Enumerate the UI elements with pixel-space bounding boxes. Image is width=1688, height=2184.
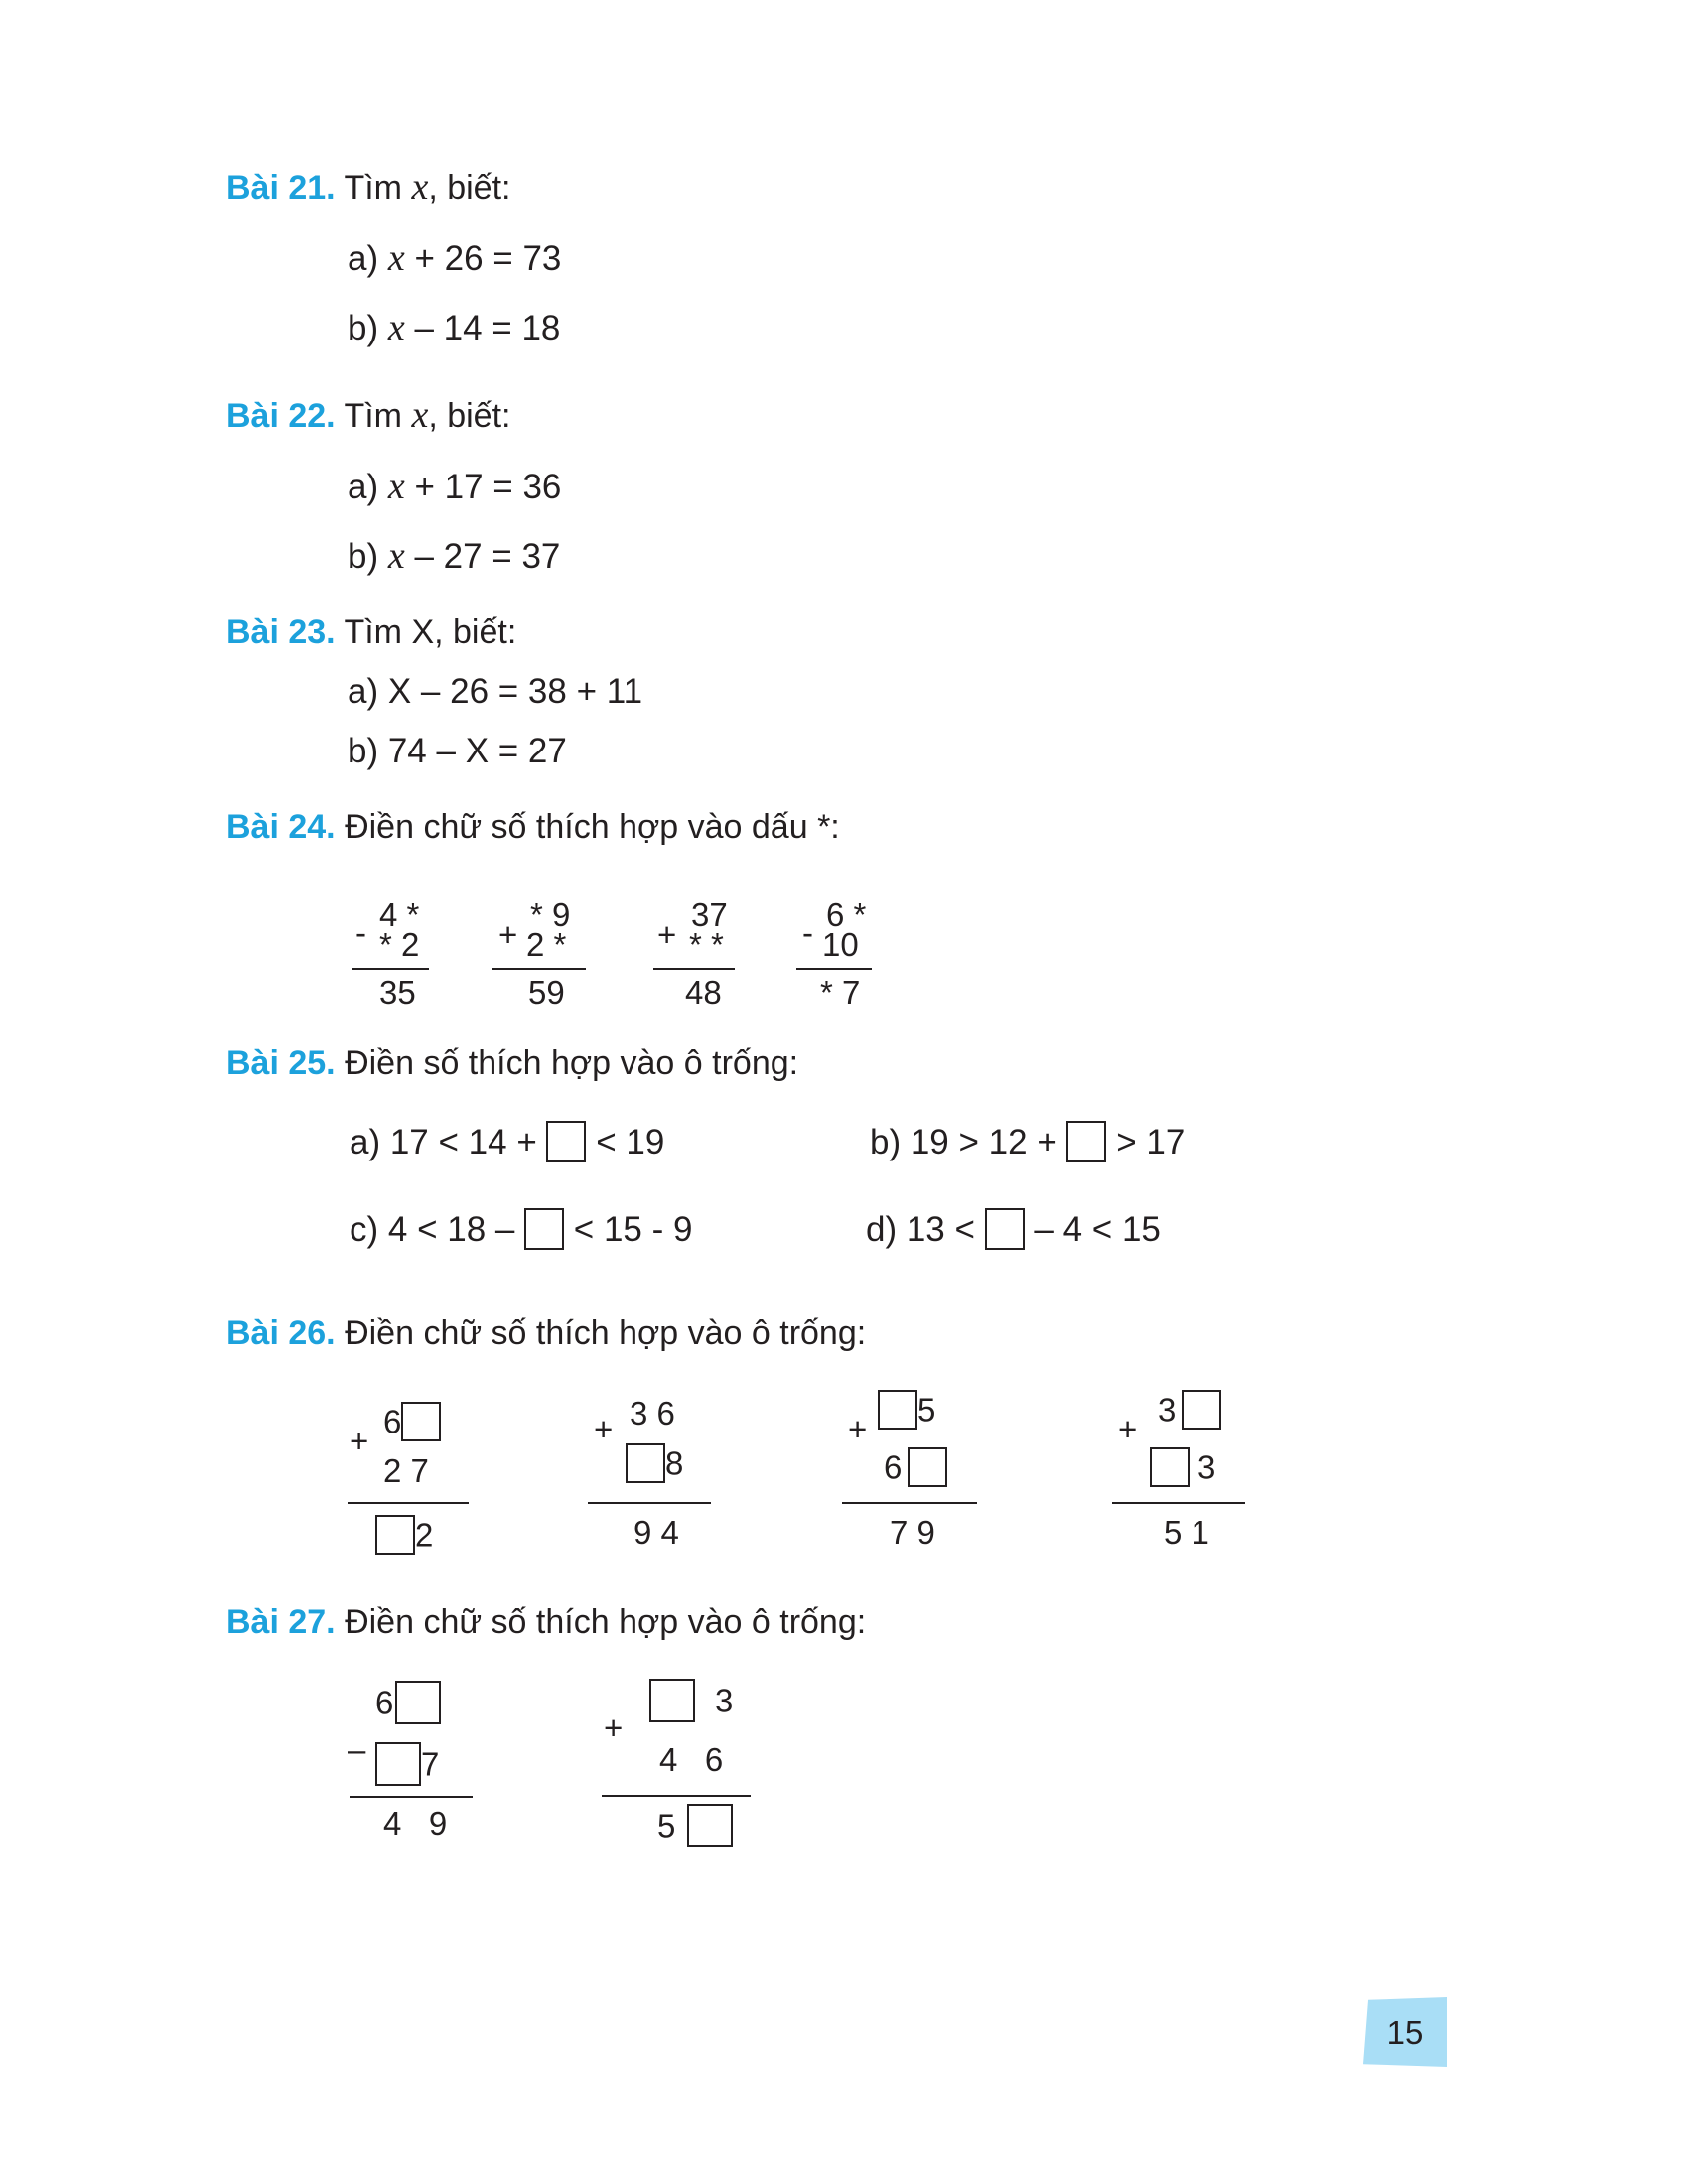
bai23-title: Tìm X, biết: (335, 614, 517, 651)
bai25-d-post: – 4 < 15 (1024, 1210, 1161, 1249)
bai26-op2-bottom-row (626, 1446, 683, 1486)
bai22-b-pre: b) (348, 537, 388, 576)
bai25-d-blank-box[interactable] (985, 1208, 1025, 1250)
bai26-op3-sign: + (848, 1411, 868, 1447)
bai25-c-blank-box[interactable] (524, 1208, 564, 1250)
bai26-op1-top-row (383, 1405, 441, 1444)
bai27-op2-bar (602, 1795, 751, 1797)
bai27-op1-top-blank-box[interactable] (395, 1681, 441, 1724)
bai27-op1-top: 6 (375, 1684, 394, 1721)
bai25-b-post: > 17 (1106, 1123, 1186, 1161)
bai25-heading (226, 1043, 798, 1083)
bai27-op2-top-blank-box[interactable] (649, 1679, 695, 1722)
bai27-op2-top-row (649, 1682, 733, 1725)
bai26-op2-bottom-blank-box[interactable] (626, 1443, 665, 1483)
bai24-label: Bài 24. (226, 808, 336, 846)
bai25-item-c (350, 1209, 692, 1253)
bai27-op2-result-row (657, 1807, 733, 1850)
page-number: 15 (1386, 2014, 1424, 2051)
bai25-item-a (350, 1122, 664, 1165)
bai26-op1-bar (348, 1502, 469, 1504)
bai26-op3-top-row (878, 1393, 935, 1433)
bai23-item-b: b) 74 – X = 27 (348, 732, 567, 770)
bai25-a-pre: a) 17 < 14 + (350, 1123, 547, 1161)
bai26-op3-top-digit: 5 (917, 1391, 936, 1429)
bai24-op4-top: 6 * (826, 896, 867, 933)
bai22-b-var: x (387, 535, 405, 577)
bai24-op3-top: 37 (691, 896, 728, 933)
bai26-op1-result-blank-box[interactable] (375, 1515, 415, 1555)
bai26-op2-result: 9 4 (633, 1514, 679, 1551)
bai22-title-post: , biết: (428, 397, 511, 435)
bai27-op1-bottom-row (375, 1745, 439, 1789)
bai21-a-var: x (387, 237, 405, 279)
bai25-title: Điền số thích hợp vào ô trống: (335, 1044, 799, 1082)
bai26-op4-bottom-row (1150, 1450, 1215, 1490)
bai26-op4-bar (1112, 1502, 1245, 1504)
bai22-b-post: – 27 = 37 (404, 537, 561, 576)
bai26-op4-result: 5 1 (1164, 1514, 1209, 1551)
bai26-label: Bài 26. (226, 1314, 336, 1352)
bai25-b-pre: b) 19 > 12 + (870, 1123, 1067, 1161)
bai27-op1-bar (350, 1796, 473, 1798)
bai24-op1-bar (352, 968, 429, 970)
bai21-b-post: – 14 = 18 (404, 309, 561, 347)
bai27-op2-result-blank-box[interactable] (687, 1804, 733, 1847)
bai26-op1-result-digit: 2 (415, 1516, 434, 1554)
bai22-a-pre: a) (348, 468, 388, 506)
bai27-heading (226, 1602, 866, 1642)
bai22-var: x (411, 394, 429, 436)
bai21-title-pre: Tìm (335, 169, 412, 206)
bai27-op2-top-digit: 3 (715, 1682, 734, 1719)
bai26-op1-sign: + (350, 1423, 369, 1459)
bai25-d-pre: d) 13 < (866, 1210, 985, 1249)
bai27-op1-sign: – (348, 1731, 366, 1768)
bai21-b-pre: b) (348, 309, 388, 347)
bai22-title-pre: Tìm (335, 397, 412, 435)
bai26-heading (226, 1313, 866, 1353)
bai27-op2-result: 5 (657, 1807, 676, 1844)
bai24-op1-top: 4 * (379, 896, 420, 933)
bai27-op2-bottom: 4 6 (659, 1741, 724, 1778)
bai25-a-blank-box[interactable] (546, 1121, 586, 1162)
bai26-op3-top-blank-box[interactable] (878, 1390, 917, 1430)
bai26-op3-bar (842, 1502, 977, 1504)
bai26-op1-result-row (375, 1518, 433, 1558)
bai26-op4-top-blank-box[interactable] (1182, 1390, 1221, 1430)
bai22-a-post: + 17 = 36 (404, 468, 562, 506)
bai23-item-a: a) X – 26 = 38 + 11 (348, 672, 643, 711)
bai25-label: Bài 25. (226, 1044, 336, 1082)
bai26-op4-bottom-blank-box[interactable] (1150, 1447, 1190, 1487)
bai24-op2-sign: + (498, 916, 518, 953)
bai26-op2-sign: + (594, 1411, 614, 1447)
bai26-op3-bottom-blank-box[interactable] (908, 1447, 947, 1487)
bai24-op2-result: 59 (528, 974, 565, 1011)
bai24-op4-bottom: 10 (822, 926, 859, 963)
bai25-item-d (866, 1209, 1161, 1253)
bai26-op1-bottom: 2 7 (383, 1452, 429, 1489)
bai26-op3-bottom: 6 (884, 1448, 903, 1486)
bai21-var: x (411, 166, 429, 207)
bai24-heading (226, 807, 840, 847)
bai22-a-var: x (387, 466, 405, 507)
bai21-label: Bài 21. (226, 169, 336, 206)
bai25-c-post: < 15 - 9 (564, 1210, 693, 1249)
bai24-op3-bottom: * * (689, 926, 724, 963)
bai26-op4-bottom-digit: 3 (1197, 1448, 1216, 1486)
bai25-b-blank-box[interactable] (1066, 1121, 1106, 1162)
bai26-op3-result: 7 9 (890, 1514, 935, 1551)
bai26-title: Điền chữ số thích hợp vào ô trống: (335, 1314, 867, 1352)
bai26-op4-top-row (1158, 1393, 1221, 1433)
bai21-item-a (348, 237, 561, 280)
bai27-op2-sign: + (604, 1709, 624, 1746)
bai24-op2-top: * 9 (530, 896, 571, 933)
bai21-a-post: + 26 = 73 (404, 239, 562, 278)
bai24-op1-bottom: * 2 (379, 926, 420, 963)
bai24-op3-result: 48 (685, 974, 722, 1011)
bai26-op3-bottom-row (884, 1450, 947, 1490)
bai26-op2-top: 3 6 (630, 1395, 675, 1432)
bai24-op4-sign: - (802, 914, 813, 951)
bai26-op2-bar (588, 1502, 711, 1504)
bai26-op1-top-blank-box[interactable] (401, 1402, 441, 1441)
bai21-item-b (348, 307, 560, 349)
bai24-op2-bar (492, 968, 586, 970)
bai21-title-post: , biết: (428, 169, 511, 206)
bai24-op4-result: * 7 (820, 974, 861, 1011)
bai26-op2-bottom-digit: 8 (665, 1444, 684, 1482)
bai22-item-a (348, 466, 561, 508)
bai24-op1-result: 35 (379, 974, 416, 1011)
bai24-op3-bar (653, 968, 735, 970)
bai22-item-b (348, 535, 560, 578)
bai24-op3-sign: + (657, 916, 677, 953)
bai25-a-post: < 19 (586, 1123, 665, 1161)
bai26-op1-top: 6 (383, 1403, 402, 1440)
bai27-label: Bài 27. (226, 1603, 336, 1641)
bai24-op1-sign: - (355, 914, 366, 951)
bai24-title: Điền chữ số thích hợp vào dấu *: (335, 808, 840, 846)
bai24-op2-bottom: 2 * (526, 926, 567, 963)
bai26-op4-sign: + (1118, 1411, 1138, 1447)
bai25-item-b (870, 1122, 1185, 1165)
bai25-c-pre: c) 4 < 18 – (350, 1210, 525, 1249)
bai21-a-pre: a) (348, 239, 388, 278)
bai22-label: Bài 22. (226, 397, 336, 435)
bai22-heading (226, 395, 511, 436)
bai21-b-var: x (387, 307, 405, 348)
bai27-op1-top-row (375, 1684, 441, 1727)
bai27-title: Điền chữ số thích hợp vào ô trống: (335, 1603, 867, 1641)
bai24-op4-bar (796, 968, 872, 970)
bai26-op4-top: 3 (1158, 1391, 1177, 1429)
bai27-op1-bottom-digit: 7 (421, 1745, 440, 1783)
bai27-op1-bottom-blank-box[interactable] (375, 1742, 421, 1786)
bai21-heading (226, 167, 511, 207)
bai27-op1-result: 4 9 (383, 1805, 448, 1842)
bai23-label: Bài 23. (226, 614, 336, 651)
bai23-heading (226, 613, 516, 652)
